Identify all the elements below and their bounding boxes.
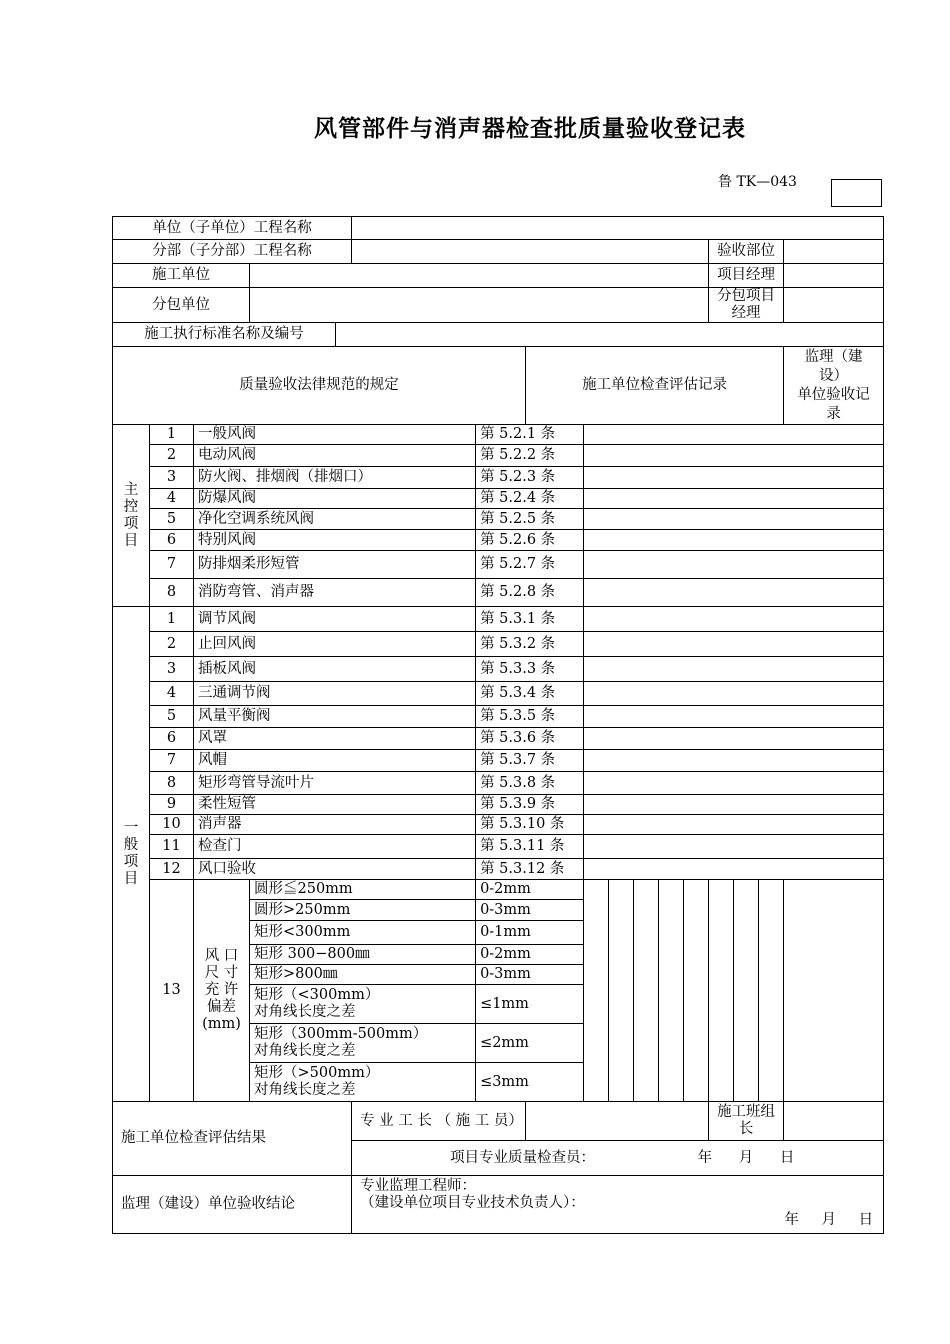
- header-row-standard: [113, 323, 884, 347]
- measure-cell[interactable]: [634, 880, 659, 1102]
- construction-record-cell[interactable]: [584, 750, 884, 772]
- general-item-row: [113, 772, 884, 795]
- item-name: 风帽: [194, 750, 476, 772]
- item-clause: 第 5.2.7 条: [476, 551, 584, 579]
- value-sub-project-name[interactable]: [352, 240, 709, 264]
- form-number: 鲁 TK—043: [718, 174, 797, 190]
- general-items-category-char: 项: [123, 854, 139, 870]
- measure-cell[interactable]: [709, 880, 734, 1102]
- label-supervisor: 专业监理工程师：: [360, 1178, 477, 1194]
- item-name: 三通调节阀: [194, 682, 476, 706]
- construction-record-cell[interactable]: [584, 607, 884, 632]
- measure-cell[interactable]: [759, 880, 784, 1102]
- item-name: 风罩: [194, 728, 476, 750]
- tolerance-value: 0-2mm: [476, 880, 584, 900]
- column-supervision-record: [784, 347, 884, 425]
- tolerance-spec-line2: 对角线长度之差: [254, 1082, 356, 1098]
- main-item-row: [113, 425, 884, 445]
- measure-cell[interactable]: [659, 880, 684, 1102]
- value-acceptance-part[interactable]: [784, 240, 884, 264]
- value-foreman[interactable]: [526, 1102, 709, 1141]
- item-name: 调节风阀: [194, 607, 476, 632]
- column-header-row: [113, 347, 884, 425]
- item-clause: 第 5.2.1 条: [476, 425, 584, 445]
- item-clause: 第 5.2.3 条: [476, 467, 584, 489]
- tolerance-spec: [250, 985, 476, 1024]
- item-number: 8: [150, 772, 194, 795]
- construction-record-cell[interactable]: [584, 795, 884, 815]
- construction-record-cell[interactable]: [584, 530, 884, 551]
- label-acceptance-part: 验收部位: [709, 240, 784, 264]
- general-items-category: [113, 607, 150, 1102]
- main-item-row: [113, 551, 884, 579]
- item-clause: 第 5.2.5 条: [476, 509, 584, 530]
- supervision-signature[interactable]: [352, 1176, 884, 1234]
- item-clause: 第 5.3.12 条: [476, 859, 584, 880]
- tolerance-value: ≤1mm: [476, 985, 584, 1024]
- value-subcontract-manager[interactable]: [784, 288, 884, 323]
- item-number: 12: [150, 859, 194, 880]
- measure-cell[interactable]: [734, 880, 759, 1102]
- tolerance-value: 0-1mm: [476, 921, 584, 945]
- item-number: 4: [150, 489, 194, 509]
- main-items-category-char: 项: [123, 515, 139, 532]
- label-owner-representative: （建设单位项目专业技术负责人）：: [360, 1195, 585, 1211]
- construction-record-cell[interactable]: [584, 815, 884, 835]
- general-item-row: [113, 750, 884, 772]
- construction-record-cell[interactable]: [584, 445, 884, 467]
- general-items-category-char: 目: [123, 871, 139, 887]
- item-name: 检查门: [194, 835, 476, 859]
- general-item-row: [113, 632, 884, 657]
- construction-record-cell[interactable]: [584, 467, 884, 489]
- conclusion-row: [113, 1176, 884, 1234]
- item-clause: 第 5.3.1 条: [476, 607, 584, 632]
- item-name: 矩形弯管导流叶片: [194, 772, 476, 795]
- item-name: 特别风阀: [194, 530, 476, 551]
- construction-record-cell[interactable]: [584, 509, 884, 530]
- label-unit-project-name: 单位（子单位）工程名称: [113, 217, 352, 240]
- item-name: 消声器: [194, 815, 476, 835]
- item-number: 3: [150, 467, 194, 489]
- label-quality-inspector: 项目专业质量检查员：: [450, 1149, 596, 1166]
- construction-record-cell[interactable]: [584, 632, 884, 657]
- general-item-row: [113, 728, 884, 750]
- item-name: 防爆风阀: [194, 489, 476, 509]
- main-item-row: [113, 530, 884, 551]
- tolerance-value: 0-3mm: [476, 965, 584, 985]
- tolerance-spec: 矩形 300−800㎜: [250, 945, 476, 965]
- tolerance-value: 0-3mm: [476, 900, 584, 921]
- label-construction-result: 施工单位检查评估结果: [113, 1102, 352, 1176]
- item-name: 防排烟柔形短管: [194, 551, 476, 579]
- tolerance-value: ≤2mm: [476, 1024, 584, 1063]
- item-number: 2: [150, 632, 194, 657]
- item-name: 插板风阀: [194, 657, 476, 682]
- header-row-subcontract: [113, 288, 884, 323]
- item-number: 2: [150, 445, 194, 467]
- construction-record-cell[interactable]: [584, 772, 884, 795]
- tolerance-value: ≤3mm: [476, 1063, 584, 1102]
- tolerance-spec-line1: 矩形（<300mm）: [254, 987, 380, 1003]
- header-row-construction: [113, 264, 884, 288]
- item-name: 风口验收: [194, 859, 476, 880]
- item-number: 6: [150, 530, 194, 551]
- tolerance-spec: 圆形≦250mm: [250, 880, 476, 900]
- form-serial-box[interactable]: [831, 179, 882, 207]
- tolerance-spec: [250, 1063, 476, 1102]
- main-items-category-char: 控: [123, 498, 139, 515]
- column-spec: 质量验收法律规范的规定: [113, 347, 526, 425]
- value-unit-project-name[interactable]: [352, 217, 884, 240]
- tolerance-label-line: 尺 寸: [204, 965, 239, 981]
- item-name: 消防弯管、消声器: [194, 579, 476, 607]
- general-items-category-char: 一: [123, 820, 139, 836]
- construction-record-cell[interactable]: [584, 728, 884, 750]
- item-number: 3: [150, 657, 194, 682]
- item-clause: 第 5.2.2 条: [476, 445, 584, 467]
- general-item-row: [113, 795, 884, 815]
- tolerance-label-line: (mm): [202, 1016, 241, 1032]
- general-item-row: [113, 835, 884, 859]
- general-item-row: [113, 657, 884, 682]
- value-standard-name[interactable]: [336, 323, 884, 347]
- measure-cell[interactable]: [784, 880, 884, 1102]
- general-item-row: [113, 682, 884, 706]
- result-row-signers: [113, 1102, 884, 1141]
- construction-record-cell[interactable]: [584, 835, 884, 859]
- value-team-leader[interactable]: [784, 1102, 884, 1141]
- general-item-row: [113, 607, 884, 632]
- measure-cell[interactable]: [609, 880, 634, 1102]
- item-number: 1: [150, 425, 194, 445]
- general-item-row: [113, 859, 884, 880]
- construction-record-cell[interactable]: [584, 657, 884, 682]
- label-standard-name: 施工执行标准名称及编号: [113, 323, 336, 347]
- label-subcontract-unit: 分包单位: [113, 288, 250, 323]
- header-row-subproject: [113, 240, 884, 264]
- item-number: 10: [150, 815, 194, 835]
- date-day: 日: [858, 1212, 874, 1228]
- value-project-manager[interactable]: [784, 264, 884, 288]
- construction-record-cell[interactable]: [584, 682, 884, 706]
- date-year: 年: [784, 1212, 799, 1228]
- general-item-row: [113, 706, 884, 728]
- construction-record-cell[interactable]: [584, 706, 884, 728]
- item-number: 13: [150, 880, 194, 1102]
- main-item-row: [113, 489, 884, 509]
- main-items-category-char: 目: [123, 532, 139, 549]
- date-month: 月: [821, 1212, 836, 1228]
- item-clause: 第 5.3.9 条: [476, 795, 584, 815]
- item-number: 5: [150, 509, 194, 530]
- general-items-category-char: 般: [123, 837, 139, 853]
- header-row-unit: [113, 217, 884, 240]
- main-items-category: [113, 425, 150, 607]
- main-items-category-char: 主: [123, 481, 139, 498]
- item-clause: 第 5.3.5 条: [476, 706, 584, 728]
- item-clause: 第 5.2.8 条: [476, 579, 584, 607]
- construction-record-cell[interactable]: [584, 489, 884, 509]
- general-item-row: [113, 815, 884, 835]
- date-day: 日: [779, 1149, 795, 1166]
- item-clause: 第 5.2.6 条: [476, 530, 584, 551]
- item-name: 防火阀、排烟阀（排烟口）: [194, 467, 476, 489]
- item-clause: 第 5.3.10 条: [476, 815, 584, 835]
- tolerance-row: [113, 880, 884, 900]
- construction-record-cell[interactable]: [584, 859, 884, 880]
- date-month: 月: [738, 1149, 754, 1166]
- item-clause: 第 5.3.2 条: [476, 632, 584, 657]
- item-number: 1: [150, 607, 194, 632]
- tolerance-label-line: 风 口: [204, 948, 239, 964]
- tolerance-spec: [250, 1024, 476, 1063]
- date-year: 年: [697, 1149, 713, 1166]
- item-name: 柔性短管: [194, 795, 476, 815]
- value-construction-unit[interactable]: [250, 264, 709, 288]
- label-team-leader: 施工班组长: [709, 1102, 784, 1141]
- main-item-row: [113, 509, 884, 530]
- item-clause: 第 5.3.11 条: [476, 835, 584, 859]
- tolerance-spec-line1: 矩形（>500mm）: [254, 1065, 380, 1081]
- label-sub-project-name: 分部（子分部）工程名称: [113, 240, 352, 264]
- item-name: 一般风阀: [194, 425, 476, 445]
- label-subcontract-manager: 分包项目经理: [709, 288, 784, 323]
- value-subcontract-unit[interactable]: [250, 288, 709, 323]
- label-foreman: 专 业 工 长 （ 施 工 员）: [352, 1102, 526, 1141]
- item-number: 4: [150, 682, 194, 706]
- tolerance-spec-line1: 矩形（300mm-500mm）: [254, 1026, 428, 1042]
- item-number: 7: [150, 750, 194, 772]
- column-supervision-record-line2: 单位验收记录: [797, 386, 870, 422]
- item-number: 7: [150, 551, 194, 579]
- measure-cell[interactable]: [684, 880, 709, 1102]
- tolerance-spec: 矩形<300mm: [250, 921, 476, 945]
- tolerance-value: 0-2mm: [476, 945, 584, 965]
- column-construction-record: 施工单位检查评估记录: [526, 347, 784, 425]
- item-name: 止回风阀: [194, 632, 476, 657]
- measure-cell[interactable]: [584, 880, 609, 1102]
- item-clause: 第 5.2.4 条: [476, 489, 584, 509]
- construction-record-cell[interactable]: [584, 425, 884, 445]
- item-clause: 第 5.3.7 条: [476, 750, 584, 772]
- item-name: 净化空调系统风阀: [194, 509, 476, 530]
- main-item-row: [113, 579, 884, 607]
- item-number: 5: [150, 706, 194, 728]
- item-clause: 第 5.3.4 条: [476, 682, 584, 706]
- tolerance-spec: 矩形>800㎜: [250, 965, 476, 985]
- item-number: 6: [150, 728, 194, 750]
- label-supervision-conclusion: 监理（建设）单位验收结论: [113, 1176, 352, 1234]
- tolerance-label-line: 充 许: [204, 982, 239, 998]
- label-project-manager: 项目经理: [709, 264, 784, 288]
- item-number: 11: [150, 835, 194, 859]
- tolerance-spec: 圆形>250mm: [250, 900, 476, 921]
- tolerance-spec-line2: 对角线长度之差: [254, 1004, 356, 1020]
- item-clause: 第 5.3.3 条: [476, 657, 584, 682]
- conclusion-date: [360, 1212, 875, 1229]
- acceptance-form-table: [112, 216, 884, 1234]
- label-construction-unit: 施工单位: [113, 264, 250, 288]
- tolerance-label: [194, 880, 250, 1102]
- item-clause: 第 5.3.6 条: [476, 728, 584, 750]
- construction-record-cell[interactable]: [584, 579, 884, 607]
- column-supervision-record-line1: 监理（建设）: [804, 348, 863, 384]
- main-item-row: [113, 467, 884, 489]
- item-name: 电动风阀: [194, 445, 476, 467]
- inspector-signature[interactable]: [352, 1141, 884, 1176]
- item-number: 9: [150, 795, 194, 815]
- page-title: 风管部件与消声器检查批质量验收登记表: [314, 115, 746, 142]
- main-item-row: [113, 445, 884, 467]
- construction-record-cell[interactable]: [584, 551, 884, 579]
- item-clause: 第 5.3.8 条: [476, 772, 584, 795]
- tolerance-spec-line2: 对角线长度之差: [254, 1043, 356, 1059]
- item-name: 风量平衡阀: [194, 706, 476, 728]
- item-number: 8: [150, 579, 194, 607]
- tolerance-label-line: 偏差: [207, 999, 236, 1015]
